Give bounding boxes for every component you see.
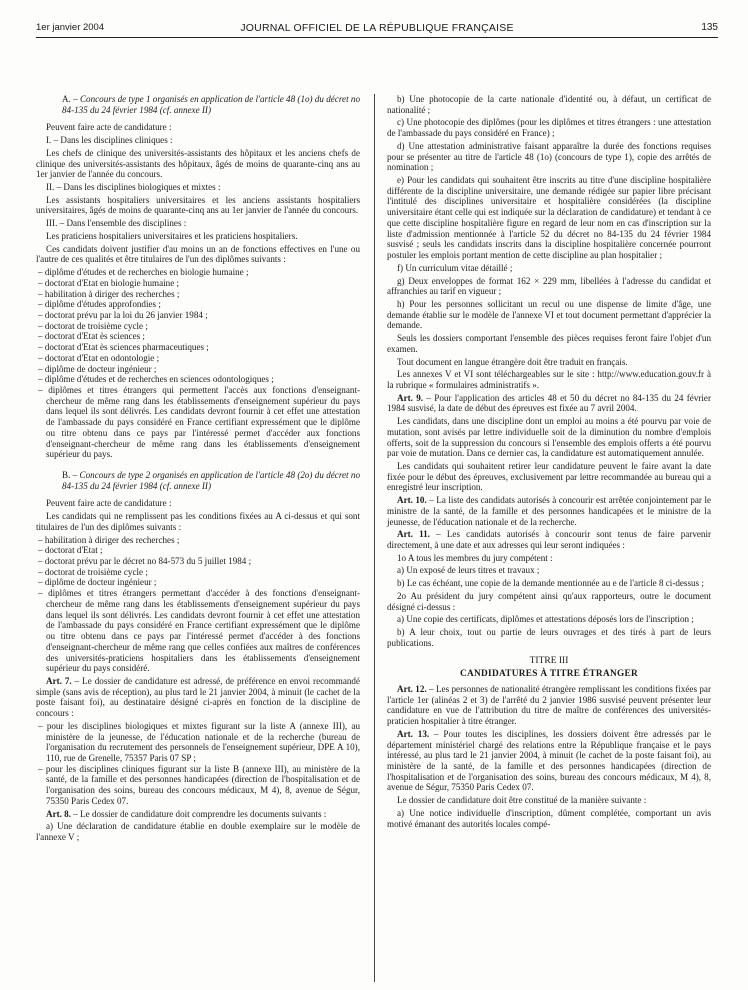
page-header <box>36 22 718 36</box>
list-item: – pour les disciplines biologiques et mixtes figurant sur la liste A (annexe III), au ministère de la jeunesse, de l'éducation nationale et de la recherche (bureau de l'organisation du recrutement des personnels de l'enseignement supérieur, DPE A 10), 110, rue de Grenelle, 75357 Paris 07 SP ; <box>36 721 360 764</box>
paragraph: b) Le cas échéant, une copie de la demande mentionnée au e de l'article 8 ci-dessus ; <box>397 578 704 589</box>
list-item: – pour les disciplines cliniques figurant sur la liste B (annexe III), au ministère de la santé, de la famille et des personnes handicapées (direction de l'hospitalisation et de l'organisation des soins, bureau des concours médicaux, M 4), 8, avenue de Ségur, 75350 Paris Cedex 07. <box>36 764 360 807</box>
paragraph: 1o A tous les membres du jury compétent : <box>397 552 553 563</box>
list-item: – doctorat d'Etat ès sciences pharmaceutiques ; <box>36 342 360 353</box>
right-column <box>387 94 711 831</box>
paragraph: I. – Dans les disciplines cliniques : <box>46 135 173 146</box>
paragraph: d) Une attestation administrative faisant apparaître la durée des fonctions requises pour se présenter au titre de l'article 48 (1o) (concours de type 1), copie des arrêtés de nomination ; <box>387 140 711 173</box>
paragraph: II. – Dans les disciplines biologiques et mixtes : <box>46 182 221 193</box>
paragraph: Les candidats qui ne remplissent pas les conditions fixées au A ci-dessus et qui sont titulaires de l'un des diplômes suivants : <box>36 511 360 532</box>
paragraph: a) Une notice individuelle d'inscription, dûment complétée, comportant un avis motivé émanant des autorités locales compé- <box>387 807 711 829</box>
section-a-heading: A. – Concours de type 1 organisés en application de l'article 48 (1o) du décret no 84-135 du 24 février 1984 (cf. annexe II) <box>62 94 361 115</box>
list-item: – doctorat prévu par la loi du 26 janvier 1984 ; <box>36 310 360 321</box>
left-column <box>36 94 360 845</box>
paragraph: 2o Au président du jury compétent ainsi qu'aux rapporteurs, outre le document désigné ci-dessus : <box>387 590 711 612</box>
paragraph: Ces candidats doivent justifier d'au moins un an de fonctions effectives en l'une ou l'autre de ces qualités et être titulaires de l'un des diplômes suivants : <box>36 243 360 265</box>
article-11: Art. 11. – Les candidats autorisés à concourir sont tenus de faire parvenir directement, à une date et aux adresses qui leur seront indiquées : <box>387 529 711 551</box>
paragraph: III. – Dans l'ensemble des disciplines : <box>46 218 187 229</box>
list-item: – diplômes et titres étrangers permettant d'accéder à des fonctions d'enseignant-chercheur de même rang dans les établissements d'enseignement supérieur du pays dans lequel ils sont délivrés. Les candidats devront fournir à cet effet une attestation de l'ambassade du pays considéré en France certifiant expressément que le diplôme ou titre obtenu dans ce pays par l'intéressé permet d'accéder à des fonctions d'enseignant-chercheur de même rang que celles confiées aux maîtres de conférences des universités-praticiens hospitaliers dans les établissements d'enseignement supérieur du pays considéré. <box>36 588 360 674</box>
list-item: – habilitation à diriger des recherches ; <box>36 289 360 300</box>
list-item: – doctorat de troisième cycle ; <box>36 321 360 332</box>
paragraph: Les candidats qui souhaitent retirer leur candidature peuvent le faire avant la date fixée pour le début des épreuves, exclusivement par lettre recommandée au bureau qui a enregistré leur inscription. <box>387 461 711 493</box>
header-rule <box>36 37 718 38</box>
list-item: – diplôme d'études approfondies ; <box>36 299 360 310</box>
paragraph: Tout document en langue étrangère doit être traduit en français. <box>397 356 628 367</box>
article-10: Art. 10. – La liste des candidats autorisés à concourir est arrêtée conjointement par le ministre de la santé, de la famille et des personnes handicapées et le ministre de la jeunesse, de l'éducation nationale et de la recherche. <box>387 495 712 527</box>
paragraph: e) Pour les candidats qui souhaitent être inscrits au titre d'une discipline hospitalière différente de la discipline universitaire, une demande rédigée sur papier libre précisant l'intitulé des disciplines universitaire et hospitalière considérées (la discipline universitaire étant celle qui est indiquée sur la déclaration de candidature) et tendant à ce que cette discipline hospitalière figure en regard de leur nom en cas d'inscription sur la liste d'admission mentionnée à l'article 52 du décret no 84-135 du 24 février 1984 susvisé ; seuls les candidats inscrits dans la discipline hospitalière concernée pourront postuler les emplois portant mention de cette discipline au plan hospitalier ; <box>387 175 711 261</box>
list-item: – diplômes et titres étrangers qui permettent l'accès aux fonctions d'enseignant-chercheur de même rang dans les établissements d'enseignement supérieur du pays dans lequel ils sont délivrés. Les candidats devront fournir à cet effet une attestation de l'ambassade du pays considéré en France certifiant expressément que le diplôme ou titre obtenu dans ce pays par l'intéressé permet d'accéder aux fonctions d'enseignant-chercheur de même rang dans les établissements d'enseignement supérieur du pays. <box>36 385 360 460</box>
title-iii-subheading: CANDIDATURES À TITRE ÉTRANGER <box>459 669 639 680</box>
address-list <box>36 721 360 807</box>
diploma-list-b <box>36 535 360 674</box>
paragraph: h) Pour les personnes sollicitant un recul ou une dispense de limite d'âge, une demande établie sur le modèle de l'annexe VI et tout document permettant d'apprécier la demande. <box>387 298 711 331</box>
paragraph: b) Une photocopie de la carte nationale d'identité ou, à défaut, un certificat de nationalité ; <box>387 94 711 115</box>
paragraph: Les praticiens hospitaliers universitaires et les praticiens hospitaliers. <box>46 230 298 241</box>
list-item: – doctorat d'Etat en biologie humaine ; <box>36 278 360 289</box>
paragraph: Les assistants hospitaliers universitaires et les anciens assistants hospitaliers universitaires, âgés de moins de quarante-cinq ans au 1er janvier de l'année du concours. <box>36 194 360 216</box>
page-number: 135 <box>701 22 718 33</box>
paragraph: Les chefs de clinique des universités-assistants des hôpitaux et les anciens chefs de clinique des universités-assistants des hôpitaux, âgés de moins de quarante-cinq ans au 1er janvier de l'année du concours. <box>36 147 360 180</box>
title-iii: TITRE III <box>529 655 569 666</box>
paragraph: a) Une copie des certificats, diplômes et attestations déposés lors de l'inscription ; <box>397 614 694 625</box>
paragraph: Le dossier de candidature doit être constitué de la manière suivante : <box>397 795 647 806</box>
paragraph: Peuvent faire acte de candidature : <box>46 498 172 509</box>
paragraph: b) A leur choix, tout ou partie de leurs ouvrages et des tirés à part de leurs publications. <box>387 627 711 648</box>
paragraph: f) Un curriculum vitae détaillé ; <box>397 262 513 273</box>
column-divider <box>374 94 375 982</box>
list-item: – doctorat d'Etat ès sciences ; <box>36 331 360 342</box>
list-item: – doctorat d'Etat ; <box>36 545 360 556</box>
header-title: JOURNAL OFFICIEL DE LA RÉPUBLIQUE FRANÇAISE <box>240 22 514 34</box>
article-9: Art. 9. – Pour l'application des articles 48 et 50 du décret no 84-135 du 24 février 1984 susvisé, la date de début des épreuves est fixée au 7 avril 2004. <box>387 392 711 414</box>
article-13: Art. 13. – Pour toutes les disciplines, les dossiers doivent être adressés par le département ministériel chargé des relations entre la République française et le pays intéressé, au plus tard le 21 janvier 2004, à minuit (le cachet de la poste faisant foi), au ministère de la santé, de la famille et des personnes handicapées (direction de l'hospitalisation et de l'organisation des soins, bureau des concours médicaux, M 4), 8, avenue de Ségur, 75350 Paris Cedex 07. <box>387 728 711 793</box>
paragraph: Peuvent faire acte de candidature : <box>46 122 172 133</box>
paragraph: a) Un exposé de leurs titres et travaux ; <box>397 565 540 576</box>
list-item: – habilitation à diriger des recherches ; <box>36 535 360 546</box>
paragraph: Les candidats, dans une discipline dont un emploi au moins a été pourvu par voie de mutation, sont avisés par lettre individuelle soit de la diminution du nombre d'emplois offerts, soit de la suppression du concours si l'ensemble des emplois offerts a été pourvu par voie de mutation. Dans ce dernier cas, la candidature est automatiquement annulée. <box>387 416 711 459</box>
paragraph: c) Une photocopie des diplômes (pour les diplômes et titres étrangers : une attestation de l'ambassade du pays considéré en France) ; <box>387 117 711 139</box>
paragraph: Seuls les dossiers comportant l'ensemble des pièces requises feront faire l'objet d'un examen. <box>387 333 711 354</box>
list-item: – doctorat prévu par le décret no 84-573 du 5 juillet 1984 ; <box>36 556 360 567</box>
article-7: Art. 7. – Le dossier de candidature est adressé, de préférence en envoi recommandé simple (sans avis de réception), au plus tard le 21 janvier 2004, à minuit (le cachet de la poste faisant foi), au destinataire désigné ci-après en fonction de la discipline de concours : <box>36 675 361 719</box>
paragraph: g) Deux enveloppes de format 162 × 229 mm, libellées à l'adresse du candidat et affranchies au tarif en vigueur ; <box>387 275 711 297</box>
list-item: – diplôme de docteur ingénieur ; <box>36 364 360 375</box>
section-b-heading: B. – Concours de type 2 organisés en application de l'article 48 (2o) du décret no 84-135 du 24 février 1984 (cf. annexe II) <box>62 470 360 491</box>
paragraph: Les annexes V et VI sont téléchargeables sur le site : http://www.education.gouv.fr à la rubrique « formulaires administratifs ». <box>387 369 711 390</box>
header-date: 1er janvier 2004 <box>36 22 105 33</box>
list-item: – diplôme d'études et de recherches en biologie humaine ; <box>36 267 360 278</box>
paragraph: a) Une déclaration de candidature établie en double exemplaire sur le modèle de l'annexe V ; <box>36 821 360 842</box>
article-12: Art. 12. – Les personnes de nationalité étrangère remplissant les conditions fixées par l'article 1er (alinéas 2 et 3) de l'arrêté du 2 janvier 1986 susvisé peuvent présenter leur candidature en vue de l'attribution du titre de maître de conférences des universités-praticien hospitalier à titre étranger. <box>387 683 711 727</box>
list-item: – diplôme d'études et de recherches en sciences odontologiques ; <box>36 374 360 385</box>
article-8: Art. 8. – Le dossier de candidature doit comprendre les documents suivants : <box>46 808 327 819</box>
diploma-list-a <box>36 267 360 460</box>
list-item: – doctorat d'Etat en odontologie ; <box>36 353 360 364</box>
list-item: – diplôme de docteur ingénieur ; <box>36 577 360 588</box>
list-item: – doctorat de troisième cycle ; <box>36 567 360 578</box>
